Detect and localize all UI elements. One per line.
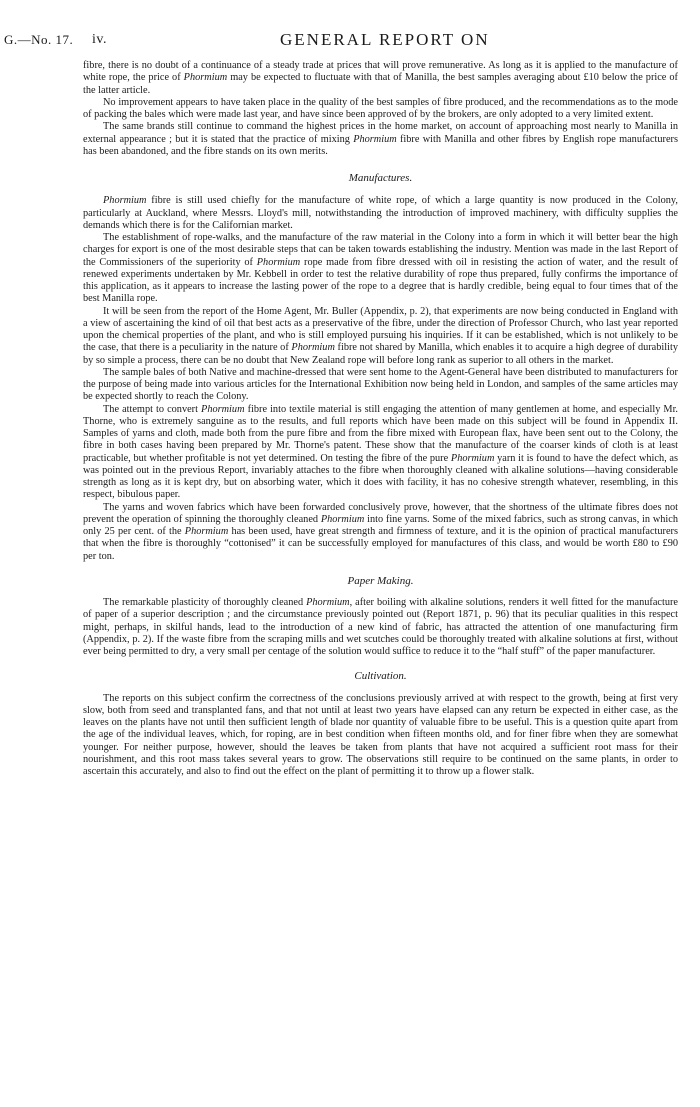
section-heading-paper-making: Paper Making. — [347, 574, 414, 587]
series-reference: G.—No. 17. — [4, 32, 74, 47]
paragraph: fibre, there is no doubt of a continuance of a steady trade at prices that will prove remunerative. As long as it is applied to the manufacture of white rope, the price of Phormium may be expected to fluctuate with that of Manilla, the best samples averaging about £10 below the price of the latter article. — [83, 60, 678, 96]
italic-term: Phormium — [450, 452, 495, 464]
paragraph: The same brands still continue to command the highest prices in the home market, on account of approaching most nearly to Manilla in external appearance ; but it is stated that the practice of mixing Phormium fibre with Manilla and other fibres by English rope manufacturers has been abandoned, and the fibre stands on its own merits. — [83, 121, 678, 157]
paragraph: The attempt to convert Phormium fibre into textile material is still engaging the attention of many gentlemen at home, and especially Mr. Thorne, who is extremely sanguine as to the results, and full reports which have been made on this subject will be found in Appendix II. Samples of yarns and cloth, made both from the pure fibre and from the fibre mixed with European flax, have been sent out to the Colony, the fibre in both cases having been prepared by Mr. Thorne's patent. These show that the manufacture of the coarser kinds of cloth is at least practicable, but whether profitable is not yet determined. On testing the fibre of the pure Phormium yarn it is found to have the defect which, as was pointed out in the previous Report, invariably attaches to the fibre when thoroughly cleaned with alkaline solutions—having considerable strength as long as it is kept dry, but on absorbing water, which it does with facility, it has no cohesive strength whatever, resembling, in this respect, bibulous paper. — [83, 403, 678, 501]
page-number: iv. — [92, 32, 107, 47]
paragraph: It will be seen from the report of the Home Agent, Mr. Buller (Appendix, p. 2), that experiments are now being conducted in England with a view of ascertaining the kind of oil that best acts as a preservative of the fibre, under the direction of Professor Church, who last year reported upon the chemical properties of the plant, and who is still employed pursuing his inquiries. If it can be established, which is not unlikely to be the case, that there is a peculiarity in the nature of Phormium fibre not shared by Manilla, which enables it to acquire a high degree of durability by so simple a process, there can be no doubt that New Zealand rope will before long rank as superior to all others in the market. — [83, 305, 678, 366]
paragraph: The establishment of rope-walks, and the manufacture of the raw material in the Colony into a form in which it will better bear the high charges for export is one of the most desirable steps that can be taken towards establishing the industry. Mention was made in the last Report of the Commissioners of the superiority of Phormium rope made from fibre dressed with oil in resisting the action of water, and the result of renewed experiments undertaken by Mr. Kebbell in order to test the relative durability of rope thus prepared, fully confirms the importance of this application, as it appears to increase the lasting power of the rope to a degree that is hardly credible, being equal to four times that of the best Manilla rope. — [83, 232, 678, 305]
section-heading-manufactures: Manufactures. — [348, 172, 413, 184]
italic-term: Phormium — [201, 403, 245, 415]
page-header — [0, 30, 700, 52]
paragraph: The reports on this subject confirm the correctness of the conclusions previously arrived at with respect to the growth, being at first very slow, both from seed and transplanted fans, and that not until at least two years have elapsed can any return be expected in either case, as the leaves on the plants have not until then sufficient length of blade nor quantity of valuable fibre to be useful. This is a question quite apart from the age of the individual leaves, which, for roping, are in best condition when fifteen months old, and for finer fibre when they are somewhat younger. For neither purpose, however, should the leaves be taken from plants that have not acquired a sufficient root mass for their nourishment, and this root mass takes several years to grow. The observations still require to be continued on the same plants, in order to ascertain this accurately, and also to find out the effect on the plant of permitting it to throw up a flower stalk. — [83, 692, 678, 777]
paragraph: No improvement appears to have taken place in the quality of the best samples of fibre produced, and the recommendations as to the mode of packing the bales which were made last year, and have since been approved of by the brokers, are only adopted to a very limited extent. — [83, 96, 678, 120]
paragraph: The remarkable plasticity of thoroughly cleaned Phormium, after boiling with alkaline solutions, renders it well fitted for the manufacture of paper of a superior description ; and the circumstance previously pointed out (Report 1871, p. 96) that its peculiar qualities in this respect might, perhaps, in skilful hands, lead to the introduction of a new kind of fabric, has attracted the attention of one manufacturing firm (Appendix, p. 2). If the waste fibre from the scraping mills and wet scutches could be thoroughly treated with alkaline solutions at first, without ever being permitted to dry, a very small per centage of the solution would suffice to reduce it to the “half stuff” of the paper manufacturer. — [83, 597, 679, 657]
italic-term: Phormium — [353, 133, 397, 145]
paragraph: The sample bales of both Native and machine-dressed that were sent home to the Agent-General have been distributed to manufacturers for the purpose of being made into various articles for the International Exhibition now being held in London, and samples of the same articles may be expected shortly to reach the Colony. — [83, 366, 678, 403]
report-body — [83, 60, 678, 778]
italic-term: Phormium — [306, 597, 350, 608]
paragraph: Phormium fibre is still used chiefly for the manufacture of white rope, of which a large quantity is now produced in the Colony, particularly at Auckland, where Messrs. Lloyd's mill, notwithstanding the introduction of improved machinery, with difficulty supplies the demands which there is for the Californian market. — [83, 195, 678, 231]
italic-term: Phormium — [183, 72, 228, 84]
italic-term: Phormium — [320, 513, 365, 525]
italic-term: Phormium — [184, 526, 229, 537]
italic-term: Phormium — [291, 342, 335, 354]
italic-term: Phormium — [103, 195, 147, 207]
italic-term: Phormium — [256, 256, 301, 268]
running-title: GENERAL REPORT ON — [280, 30, 490, 49]
paragraph: The yarns and woven fabrics which have been forwarded conclusively prove, however, that the shortness of the ultimate fibres does not prevent the operation of spinning the thoroughly cleaned Phormium into fine yarns. Some of the mixed fabrics, such as strong canvas, in which only 25 per cent. of the Phormium has been used, have great strength and firmness of texture, and it is the opinion of practical manufacturers that when the fibre is thoroughly “cottonised” it can be successfully employed for manufactures of this class, and would be worth £80 to £90 per ton. — [83, 501, 678, 562]
section-heading-cultivation: Cultivation. — [354, 670, 407, 683]
